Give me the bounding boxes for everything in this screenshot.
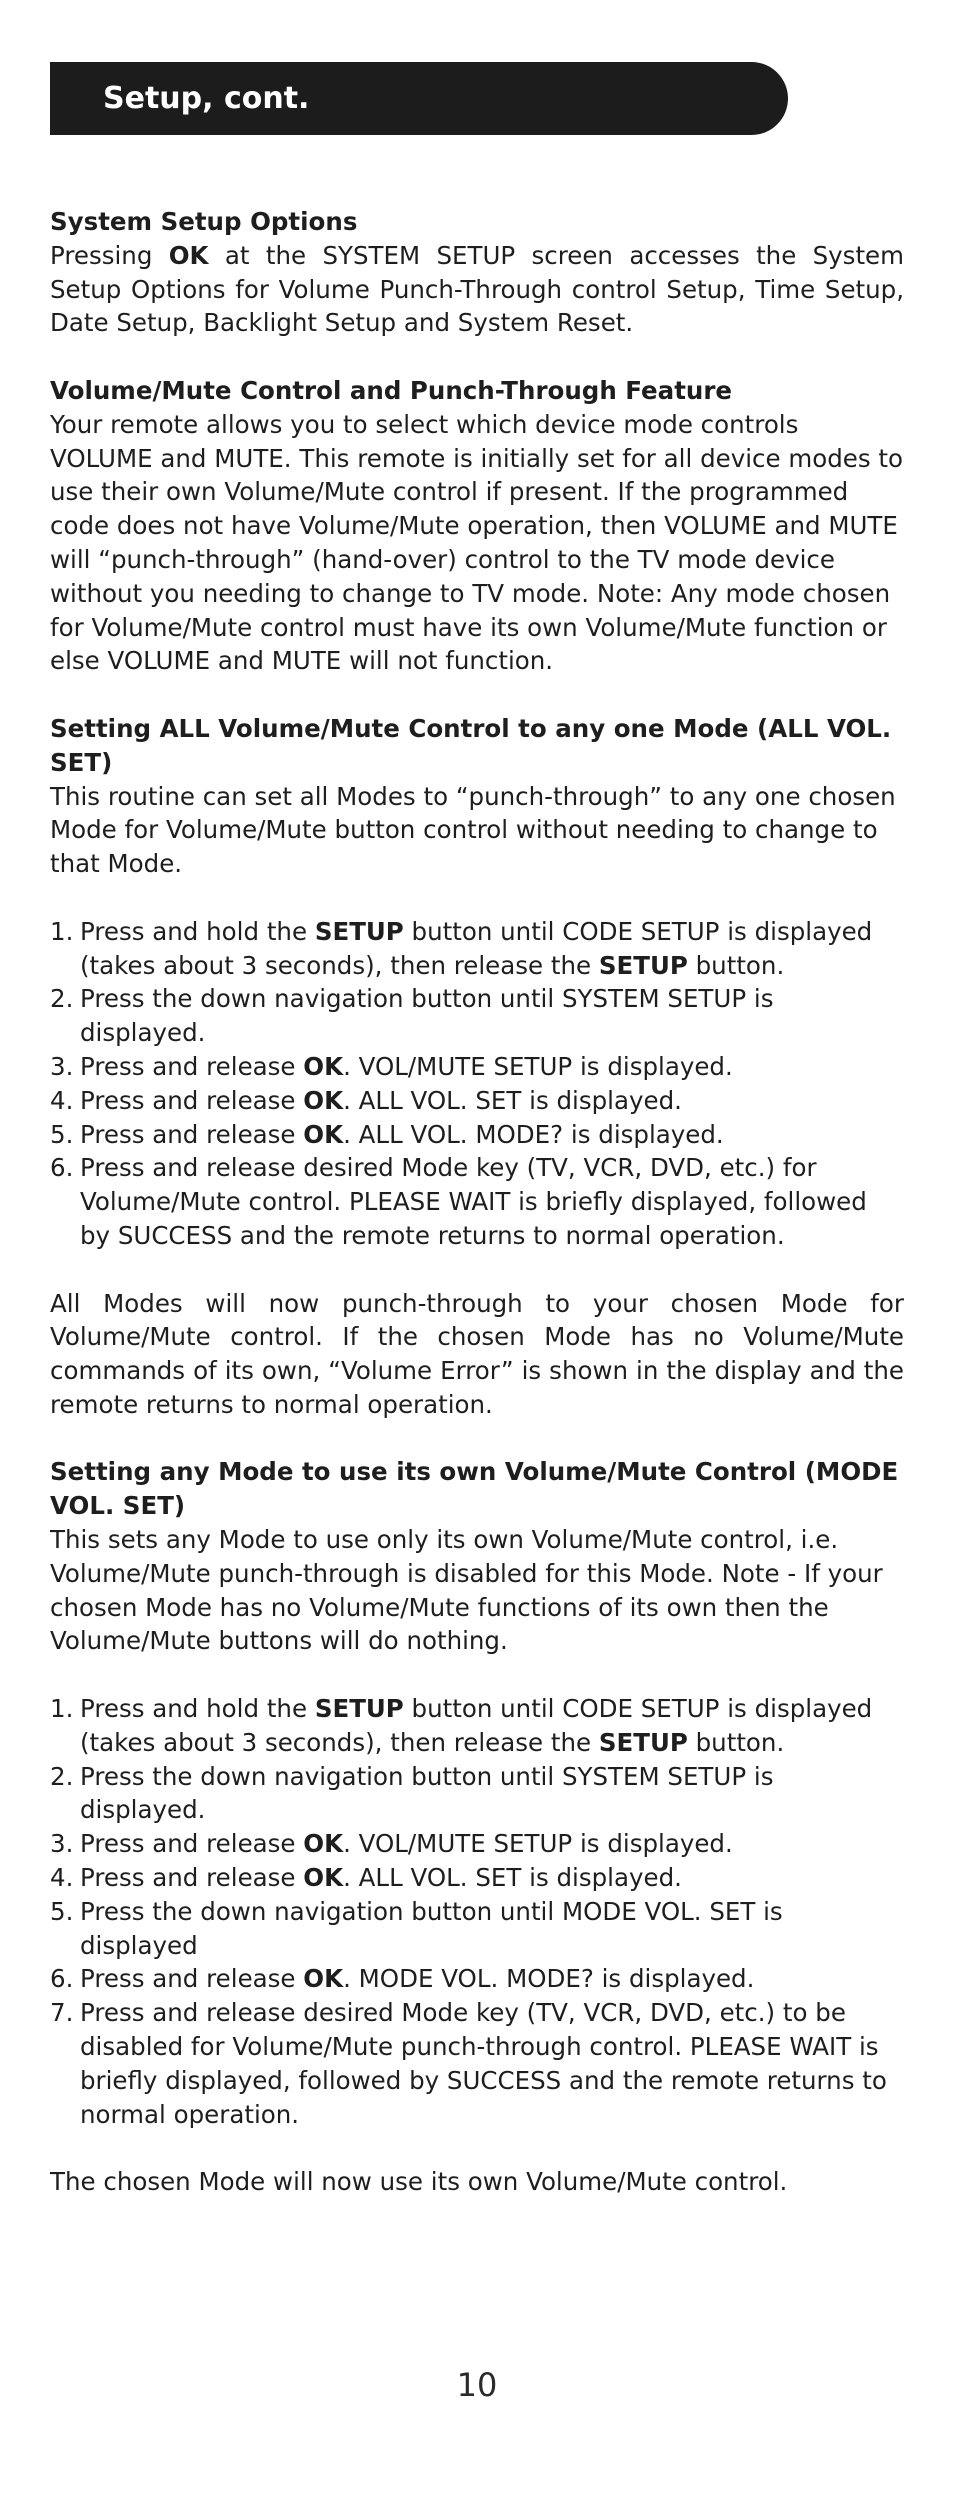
all-vol-set-intro: This routine can set all Modes to “punch-through” to any one chosen Mode for Volume/Mute button control without needing to change to that Mode. — [50, 781, 896, 879]
page-content — [50, 205, 904, 2233]
list-item: 6. Press and release desired Mode key (TV, VCR, DVD, etc.) for Volume/Mute control. PLEASE WAIT is briefly displayed, followed by SUCCESS and the remote returns to normal operation. — [50, 1153, 867, 1250]
list-item: 1. Press and hold the SETUP button until CODE SETUP is displayed (takes about 3 seconds), then release the SETUP button. — [50, 916, 873, 980]
mode-vol-set-heading: Setting any Mode to use its own Volume/Mute Control (MODE VOL. SET) — [50, 1457, 899, 1521]
section-title: Setup, cont. — [103, 81, 310, 116]
all-vol-set-steps — [50, 915, 904, 1253]
mode-vol-set-intro: This sets any Mode to use only its own Volume/Mute control, i.e. Volume/Mute punch-through is disabled for this Mode. Note - If your chosen Mode has no Volume/Mute functions of its own then the Volume/Mute buttons will do nothing. — [50, 1525, 883, 1656]
mode-vol-set-outro: The chosen Mode will now use its own Volume/Mute control. — [50, 2167, 788, 2197]
system-setup-heading: System Setup Options — [50, 207, 358, 236]
mode-vol-set-section — [50, 1455, 904, 2199]
all-vol-set-section — [50, 712, 904, 1422]
system-setup-paragraph: Pressing OK at the SYSTEM SETUP screen accesses the System Setup Options for Volume Punch-Through control Setup, Time Setup, Date Setup, Backlight Setup and System Reset. — [50, 240, 904, 338]
mode-vol-set-steps — [50, 1692, 904, 2131]
punch-through-heading: Volume/Mute Control and Punch-Through Feature — [50, 375, 733, 405]
page-number: 10 — [456, 2366, 498, 2404]
list-item: 5. Press the down navigation button until MODE VOL. SET is displayed — [50, 1896, 783, 1960]
punch-through-section — [50, 374, 904, 678]
list-item: 4. Press and release OK. ALL VOL. SET is displayed. — [50, 1085, 682, 1115]
list-item: 7. Press and release desired Mode key (TV, VCR, DVD, etc.) to be disabled for Volume/Mute punch-through control. PLEASE WAIT is briefly displayed, followed by SUCCESS and the remote returns to normal operation. — [50, 1998, 887, 2129]
punch-through-paragraph: Your remote allows you to select which device mode controls VOLUME and MUTE. This remote is initially set for all device modes to use their own Volume/Mute control if present. If the programmed code does not have Volume/Mute operation, then VOLUME and MUTE will “punch-through” (hand-over) control to the TV mode device without you needing to change to TV mode. Note: Any mode chosen for Volume/Mute control must have its own Volume/Mute function or else VOLUME and MUTE will not function. — [50, 409, 903, 676]
list-item: 3. Press and release OK. VOL/MUTE SETUP is displayed. — [50, 1051, 733, 1081]
list-item: 3. Press and release OK. VOL/MUTE SETUP is displayed. — [50, 1829, 733, 1859]
all-vol-set-outro: All Modes will now punch-through to your chosen Mode for Volume/Mute control. If the chosen Mode has no Volume/Mute commands of its own, “Volume Error” is shown in the display and the remote returns to normal operation. — [50, 1288, 904, 1419]
list-item: 1. Press and hold the SETUP button until CODE SETUP is displayed (takes about 3 seconds), then release the SETUP button. — [50, 1694, 873, 1757]
list-item: 6. Press and release OK. MODE VOL. MODE? is displayed. — [50, 1964, 755, 1994]
list-item: 2. Press the down navigation button until SYSTEM SETUP is displayed. — [50, 1761, 774, 1825]
section-header-bar — [50, 62, 788, 135]
list-item: 2. Press the down navigation button until SYSTEM SETUP is displayed. — [50, 984, 774, 1048]
system-setup-section — [50, 205, 904, 340]
list-item: 5. Press and release OK. ALL VOL. MODE? is displayed. — [50, 1119, 724, 1149]
list-item: 4. Press and release OK. ALL VOL. SET is displayed. — [50, 1863, 682, 1893]
all-vol-set-heading: Setting ALL Volume/Mute Control to any one Mode (ALL VOL. SET) — [50, 713, 892, 777]
